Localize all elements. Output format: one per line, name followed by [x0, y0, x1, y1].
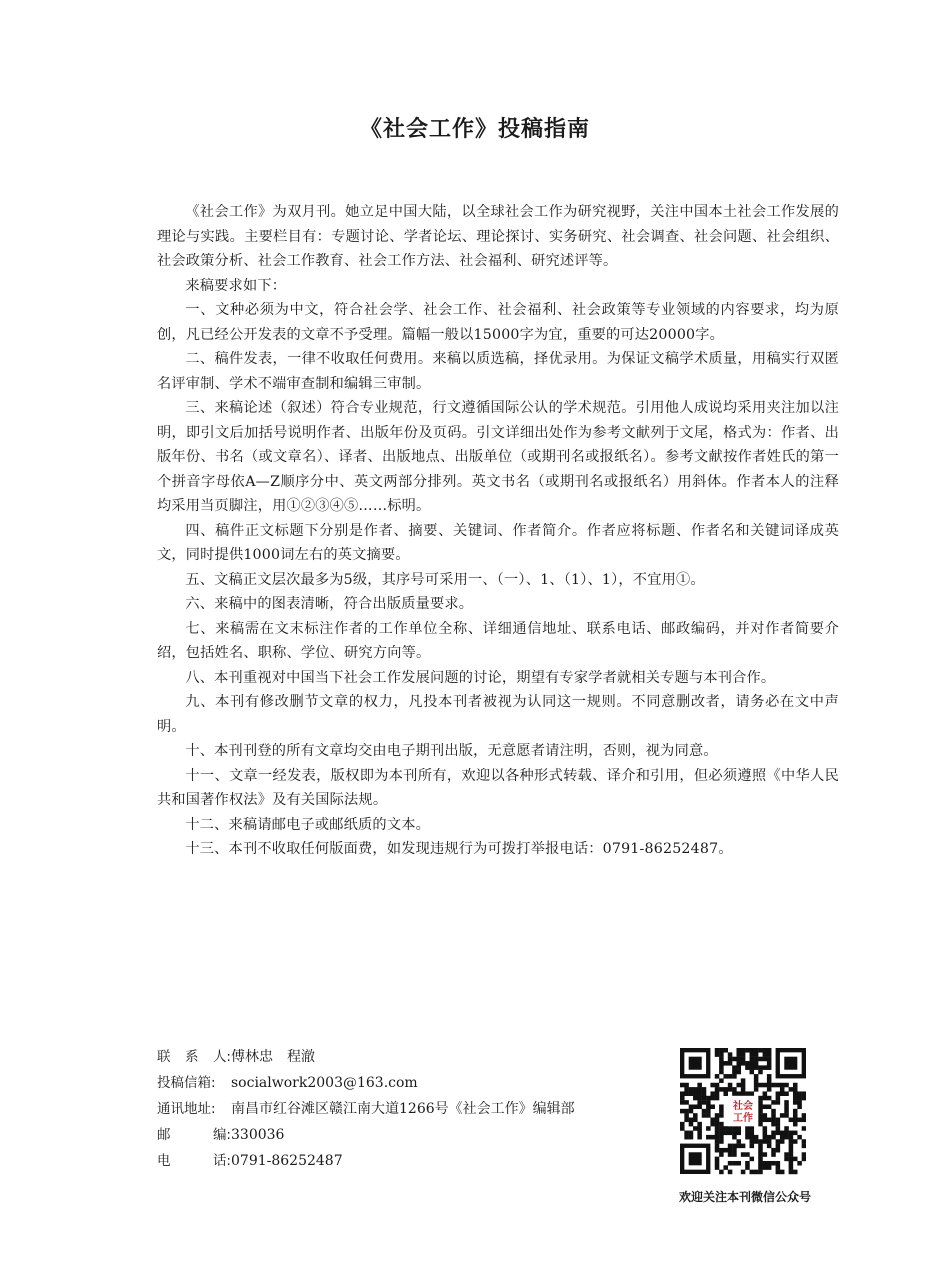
- contact-address-row: [157, 1096, 637, 1122]
- guide-body: [157, 200, 839, 862]
- paragraph-rule-12: 十二、来稿请邮电子或邮纸质的文本。: [185, 816, 430, 833]
- paragraph-rule-3: 三、来稿论述（叙述）符合专业规范，行文遵循国际公认的学术规范。引用他人成说均采用夹注加以注明，即引文后加括号说明作者、出版年份及页码。引文详细出处作为参考文献列于文尾，格式为：作者、出版年份、书名（或文章名）、译者、出版地点、出版单位（或期刊名或报纸名）。参考文献按作者姓氏的第一个拼音字母依A—Z顺序分中、英文两部分排列。英文书名（或期刊名或报纸名）用斜体。作者本人的注释均采用当页脚注，用①②③④⑤……标明。: [157, 400, 839, 514]
- contact-phone-label: 电 话:: [157, 1153, 231, 1169]
- contact-address-label: 通讯地址:: [157, 1101, 216, 1117]
- paragraph-rule-6: 六、来稿中的图表清晰，符合出版质量要求。: [185, 596, 474, 612]
- paragraph-rule-11: 十一、文章一经发表，版权即为本刊所有，欢迎以各种形式转载、译介和引用，但必须遵照《中华人民共和国著作权法》及有关国际法规。: [157, 767, 839, 808]
- paragraph-rule-13: 十三、本刊不收取任何版面费，如发现违规行为可拨打举报电话：0791-86252487。: [185, 841, 733, 857]
- paragraph-rule-8: 八、本刊重视对中国当下社会工作发展问题的讨论，期望有专家学者就相关专题与本刊合作。: [185, 669, 776, 686]
- qr-logo-text: 社会: [733, 1101, 753, 1112]
- contact-person-value: 傅林忠 程澈: [231, 1049, 315, 1065]
- contact-postcode-label: 邮 编:: [157, 1127, 231, 1143]
- contact-postcode-row: [157, 1122, 637, 1148]
- contact-postcode-value: 330036: [231, 1127, 285, 1143]
- qr-logo-text: 工作: [733, 1113, 753, 1124]
- paragraph-requirements-heading: 来稿要求如下：: [185, 277, 287, 294]
- contact-email-value[interactable]: socialwork2003@163.com: [231, 1075, 418, 1091]
- qr-caption: 欢迎关注本刊微信公众号: [678, 1190, 811, 1204]
- paragraph-rule-1: 一、文种必须为中文，符合社会学、社会工作、社会福利、社会政策等专业领域的内容要求，均为原创，凡已经公开发表的文章不予受理。篇幅一般以15000字为宜，重要的可达20000字。: [157, 302, 839, 343]
- contact-email-label: 投稿信箱:: [157, 1075, 216, 1091]
- contact-person-label: 联 系 人:: [157, 1049, 231, 1065]
- contact-phone-value: 0791-86252487: [231, 1153, 343, 1169]
- paragraph-rule-9: 九、本刊有修改删节文章的权力，凡投本刊者被视为认同这一规则。不同意删改者，请务必在文中声明。: [157, 694, 839, 735]
- qr-code-image: [680, 1047, 806, 1175]
- paragraph-rule-7: 七、来稿需在文末标注作者的工作单位全称、详细通信地址、联系电话、邮政编码，并对作者简要介绍，包括姓名、职称、学位、研究方向等。: [157, 620, 839, 661]
- paragraph-rule-4: 四、稿件正文标题下分别是作者、摘要、关键词、作者简介。作者应将标题、作者名和关键词译成英文，同时提供1000词左右的英文摘要。: [157, 522, 839, 563]
- paragraph-rule-5: 五、文稿正文层次最多为5级，其序号可采用一、（一）、1、（1）、1），不宜用①。: [185, 571, 705, 588]
- paragraph-rule-10: 十、本刊刊登的所有文章均交由电子期刊出版，无意愿者请注明，否则，视为同意。: [185, 743, 718, 759]
- contact-person-row: [157, 1044, 637, 1070]
- page-title: 《社会工作》投稿指南: [359, 117, 590, 142]
- paragraph-intro: 《社会工作》为双月刊。她立足中国大陆，以全球社会工作为研究视野，关注中国本土社会工作发展的理论与实践。主要栏目有：专题讨论、学者论坛、理论探讨、实务研究、社会调查、社会问题、社会组织、社会政策分析、社会工作教育、社会工作方法、社会福利、研究述评等。: [157, 204, 839, 269]
- contact-address-value: 南昌市红谷滩区赣江南大道1266号《社会工作》编辑部: [231, 1101, 575, 1117]
- contact-email-row: [157, 1070, 637, 1096]
- contact-info: [157, 1044, 637, 1174]
- paragraph-rule-2: 二、稿件发表，一律不收取任何费用。来稿以质选稿，择优录用。为保证文稿学术质量，用稿实行双匿名评审制、学术不端审查制和编辑三审制。: [157, 351, 839, 392]
- contact-phone-row: [157, 1148, 637, 1174]
- wechat-qr-code: [680, 1047, 806, 1175]
